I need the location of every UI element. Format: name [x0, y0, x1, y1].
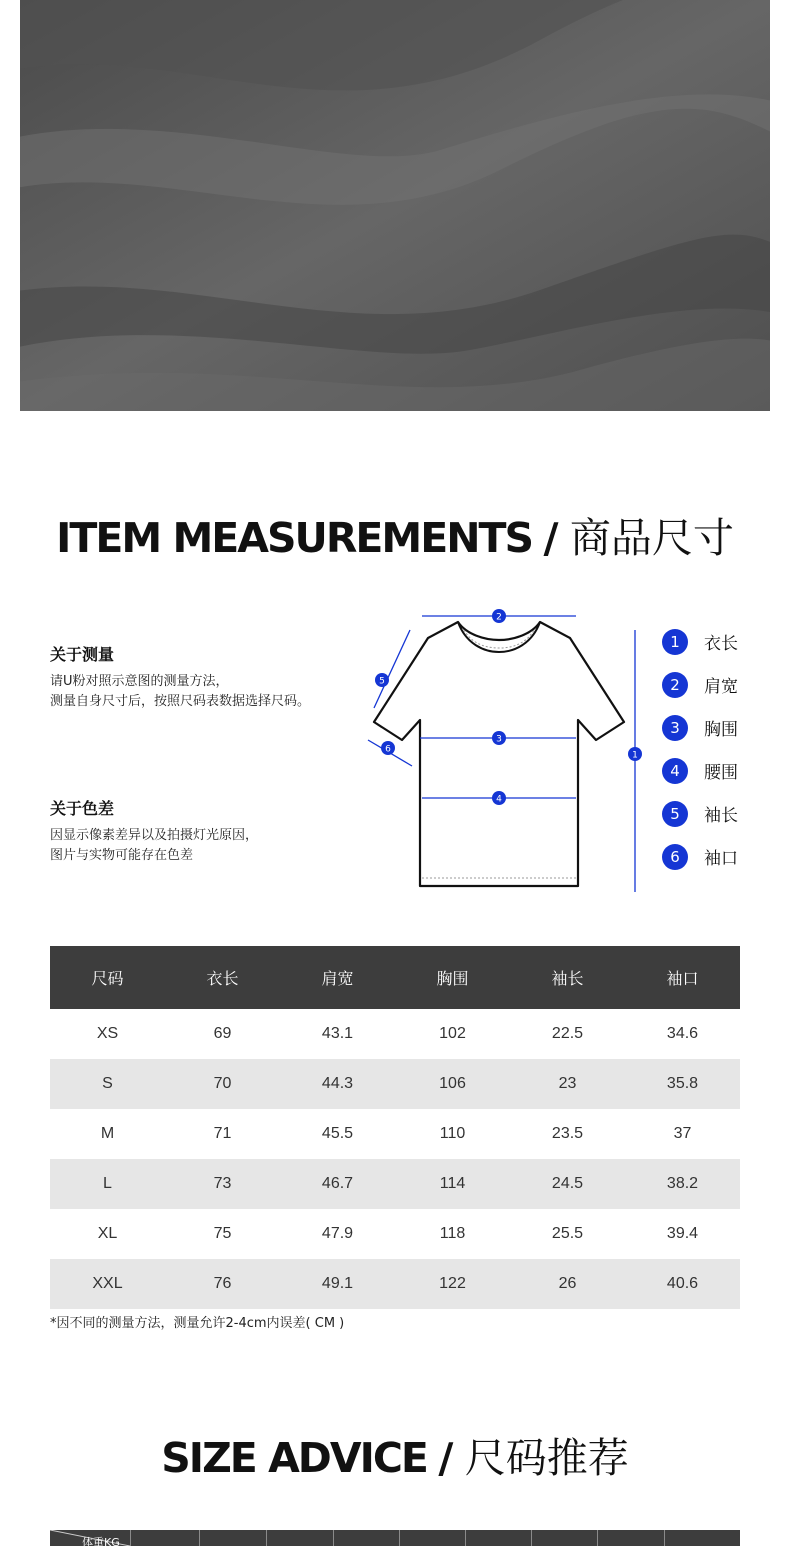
table-cell: 76 — [165, 1259, 280, 1309]
header-shoulder: 肩宽 — [280, 946, 395, 1009]
header-chest: 胸围 — [395, 946, 510, 1009]
table-cell: 114 — [395, 1159, 510, 1209]
table-row — [50, 1009, 740, 1059]
table-cell: 34.6 — [666, 1025, 699, 1042]
table-column — [266, 1530, 267, 1546]
marker-5 — [375, 673, 389, 687]
legend-item — [662, 663, 738, 706]
note-text-color: 因显示像素差异以及拍摄灯光原因， 图片与实物可能存在色差 — [50, 828, 259, 863]
svg-text:1: 1 — [632, 750, 638, 761]
marker-1 — [628, 747, 642, 761]
marker-3 — [492, 731, 506, 745]
table-cell: 45.5 — [321, 1125, 354, 1142]
table-row — [50, 1059, 740, 1109]
table-cell: 26 — [510, 1259, 625, 1309]
table-cell: 40.6 — [625, 1259, 740, 1309]
table-column — [664, 1530, 665, 1546]
table-column — [199, 1530, 200, 1546]
table-column — [399, 1530, 400, 1546]
table-cell: 22.5 — [551, 1025, 584, 1042]
marker-6 — [381, 741, 395, 755]
table-cell: 110 — [439, 1125, 466, 1142]
marker-4 — [492, 791, 506, 805]
legend-number: 5 — [662, 801, 688, 827]
table-cell: 24.5 — [510, 1159, 625, 1209]
table-cell: 44.3 — [280, 1059, 395, 1109]
header-cuff: 袖口 — [625, 946, 740, 1009]
legend-item — [662, 792, 738, 835]
table-row — [50, 1159, 740, 1209]
table-cell: 38.2 — [625, 1159, 740, 1209]
table-cell: 49.1 — [280, 1259, 395, 1309]
table-cell: 102 — [439, 1025, 466, 1042]
note-text-measure: 请U粉对照示意图的测量方法， 测量自身尺寸后，按照尺码表数据选择尺码。 — [50, 674, 311, 709]
table-cell: XXL — [50, 1259, 165, 1309]
table-cell: 23 — [510, 1059, 625, 1109]
size-advice-table-header — [50, 1530, 740, 1546]
table-row — [50, 1259, 740, 1309]
table-cell: XS — [96, 1025, 119, 1042]
fabric-photo — [20, 0, 770, 411]
table-row — [50, 1109, 740, 1159]
size-advice-heading: SIZE ADVICE / 尺码推荐 — [161, 1434, 629, 1482]
table-column — [333, 1530, 334, 1546]
table-cell: 71 — [213, 1125, 232, 1142]
header-size: 尺码 — [50, 946, 165, 1009]
svg-text:5: 5 — [379, 676, 385, 687]
svg-text:2: 2 — [496, 612, 502, 623]
table-cell: 43.1 — [321, 1025, 354, 1042]
fabric-texture-icon — [20, 0, 770, 411]
table-cell: 23.5 — [551, 1125, 584, 1142]
legend-number: 4 — [662, 758, 688, 784]
table-header-row — [50, 946, 740, 1009]
table-footnote: *因不同的测量方法，测量允许2-4cm内误差( CM ) — [50, 1316, 345, 1331]
table-row — [50, 1209, 740, 1259]
svg-text:3: 3 — [496, 734, 502, 745]
table-cell: 39.4 — [666, 1225, 699, 1242]
table-column — [465, 1530, 466, 1546]
legend-item — [662, 835, 738, 878]
legend-item — [662, 620, 738, 663]
legend-label: 袖口 — [704, 849, 738, 869]
tshirt-outline-icon — [374, 622, 624, 886]
note-title-measure: 关于测量 — [50, 645, 115, 664]
measurement-legend — [662, 620, 738, 878]
table-cell: M — [100, 1125, 115, 1142]
table-cell: 106 — [395, 1059, 510, 1109]
legend-label: 胸围 — [704, 720, 738, 740]
table-cell: 73 — [165, 1159, 280, 1209]
measurements-heading: ITEM MEASUREMENTS / 商品尺寸 — [56, 514, 734, 562]
legend-label: 肩宽 — [704, 677, 738, 697]
legend-label: 腰围 — [704, 763, 738, 783]
tshirt-diagram — [360, 600, 650, 900]
legend-item — [662, 749, 738, 792]
table-cell: 46.7 — [280, 1159, 395, 1209]
table-cell: 37 — [673, 1125, 692, 1142]
table-cell: 70 — [165, 1059, 280, 1109]
svg-text:4: 4 — [496, 794, 502, 805]
table-cell: 69 — [213, 1025, 232, 1042]
legend-label: 衣长 — [704, 634, 738, 654]
table-cell: S — [50, 1059, 165, 1109]
legend-number: 3 — [662, 715, 688, 741]
table-cell: XL — [97, 1225, 118, 1242]
table-cell: 35.8 — [625, 1059, 740, 1109]
table-cell: 47.9 — [321, 1225, 354, 1242]
legend-number: 2 — [662, 672, 688, 698]
note-title-color: 关于色差 — [50, 799, 115, 818]
size-table — [50, 946, 740, 1309]
table-cell: L — [50, 1159, 165, 1209]
table-column — [130, 1530, 131, 1546]
header-sleeve: 袖长 — [510, 946, 625, 1009]
header-length: 衣长 — [165, 946, 280, 1009]
table-column — [531, 1530, 532, 1546]
legend-number: 1 — [662, 629, 688, 655]
table-cell: 122 — [395, 1259, 510, 1309]
table-cell: 118 — [439, 1225, 466, 1242]
table-cell: 25.5 — [551, 1225, 584, 1242]
svg-text:6: 6 — [385, 744, 391, 755]
legend-label: 袖长 — [704, 806, 738, 826]
table-column — [597, 1530, 598, 1546]
legend-number: 6 — [662, 844, 688, 870]
legend-item — [662, 706, 738, 749]
weight-label: 体重KG — [82, 1536, 120, 1546]
table-cell: 75 — [213, 1225, 232, 1242]
marker-2 — [492, 609, 506, 623]
